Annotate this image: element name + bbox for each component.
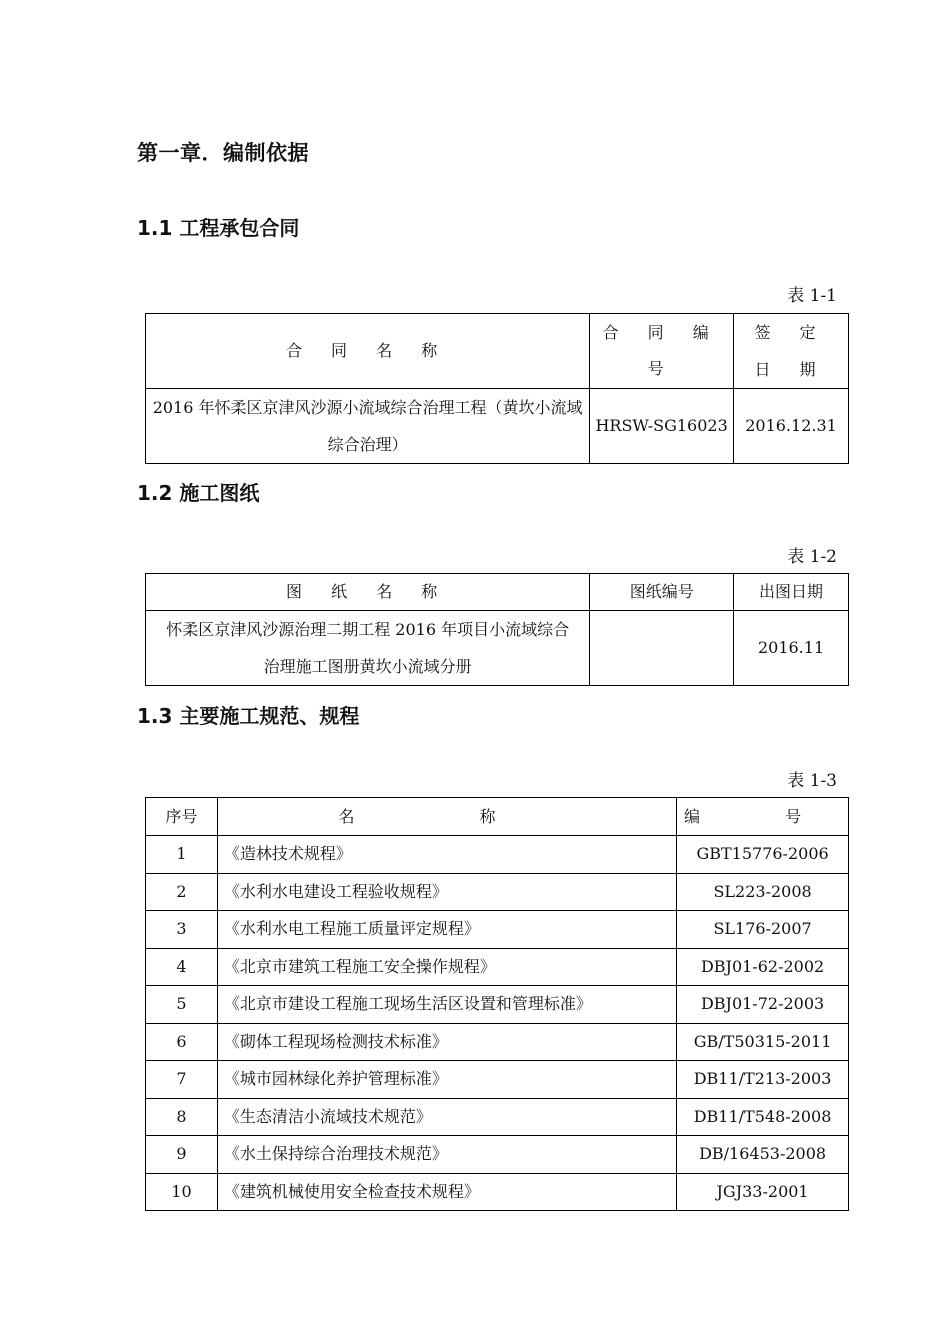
table-label-1-3: 表 1-3 bbox=[787, 771, 837, 791]
cell-spec-name: 《水利水电建设工程验收规程》 bbox=[217, 873, 676, 911]
header-contract-name: 合 同 名 称 bbox=[146, 314, 590, 389]
header-drawing-date: 出图日期 bbox=[734, 574, 849, 611]
table-header-row bbox=[146, 314, 849, 389]
table-row bbox=[146, 986, 849, 1024]
section-heading-1-1: 1.1 工程承包合同 bbox=[137, 216, 300, 240]
table-header-row bbox=[146, 798, 849, 836]
cell-index: 9 bbox=[146, 1136, 218, 1174]
header-index: 序号 bbox=[146, 798, 218, 836]
cell-index: 4 bbox=[146, 948, 218, 986]
cell-spec-code: DBJ01-72-2003 bbox=[677, 986, 849, 1024]
cell-spec-code: DB11/T548-2008 bbox=[677, 1098, 849, 1136]
cell-spec-name: 《建筑机械使用安全检查技术规程》 bbox=[217, 1173, 676, 1211]
table-row bbox=[146, 1023, 849, 1061]
cell-contract-name: 2016 年怀柔区京津风沙源小流域综合治理工程（黄坎小流域综合治理） bbox=[146, 389, 590, 464]
cell-sign-date: 2016.12.31 bbox=[734, 389, 849, 464]
cell-spec-name: 《造林技术规程》 bbox=[217, 836, 676, 874]
cell-index: 1 bbox=[146, 836, 218, 874]
cell-spec-code: DB11/T213-2003 bbox=[677, 1061, 849, 1099]
cell-index: 3 bbox=[146, 911, 218, 949]
cell-drawing-name: 怀柔区京津风沙源治理二期工程 2016 年项目小流域综合治理施工图册黄坎小流域分册 bbox=[146, 611, 590, 686]
header-drawing-number: 图纸编号 bbox=[590, 574, 734, 611]
cell-spec-name: 《砌体工程现场检测技术标准》 bbox=[217, 1023, 676, 1061]
cell-spec-name: 《水利水电工程施工质量评定规程》 bbox=[217, 911, 676, 949]
cell-spec-code: JGJ33-2001 bbox=[677, 1173, 849, 1211]
table-row bbox=[146, 1136, 849, 1174]
cell-index: 2 bbox=[146, 873, 218, 911]
table-row bbox=[146, 948, 849, 986]
cell-spec-code: DB/16453-2008 bbox=[677, 1136, 849, 1174]
cell-spec-name: 《水土保持综合治理技术规范》 bbox=[217, 1136, 676, 1174]
table-row bbox=[146, 389, 849, 464]
cell-drawing-date: 2016.11 bbox=[734, 611, 849, 686]
cell-contract-number: HRSW-SG16023 bbox=[590, 389, 734, 464]
cell-drawing-number bbox=[590, 611, 734, 686]
contract-table bbox=[145, 313, 849, 464]
table-header-row bbox=[146, 574, 849, 611]
table-label-1-2: 表 1-2 bbox=[787, 547, 837, 567]
cell-index: 10 bbox=[146, 1173, 218, 1211]
table-row bbox=[146, 873, 849, 911]
table-row bbox=[146, 1173, 849, 1211]
cell-spec-name: 《北京市建设工程施工现场生活区设置和管理标准》 bbox=[217, 986, 676, 1024]
cell-index: 6 bbox=[146, 1023, 218, 1061]
cell-spec-name: 《城市园林绿化养护管理标准》 bbox=[217, 1061, 676, 1099]
cell-spec-name: 《生态清洁小流域技术规范》 bbox=[217, 1098, 676, 1136]
cell-spec-code: GBT15776-2006 bbox=[677, 836, 849, 874]
cell-index: 5 bbox=[146, 986, 218, 1024]
table-row bbox=[146, 836, 849, 874]
spec-table bbox=[145, 797, 849, 1211]
section-heading-1-2: 1.2 施工图纸 bbox=[137, 481, 260, 505]
section-heading-1-3: 1.3 主要施工规范、规程 bbox=[137, 704, 360, 728]
header-sign-date: 签 定 日 期 bbox=[734, 314, 849, 389]
table-row bbox=[146, 1098, 849, 1136]
cell-spec-name: 《北京市建筑工程施工安全操作规程》 bbox=[217, 948, 676, 986]
chapter-title: 第一章．编制依据 bbox=[137, 140, 309, 165]
table-row bbox=[146, 1061, 849, 1099]
cell-spec-code: GB/T50315-2011 bbox=[677, 1023, 849, 1061]
table-label-1-1: 表 1-1 bbox=[787, 286, 837, 306]
header-contract-number: 合 同 编 号 bbox=[590, 314, 734, 389]
table-row bbox=[146, 911, 849, 949]
header-spec-name: 名 称 bbox=[217, 798, 676, 836]
table-row bbox=[146, 611, 849, 686]
cell-index: 8 bbox=[146, 1098, 218, 1136]
cell-spec-code: DBJ01-62-2002 bbox=[677, 948, 849, 986]
header-spec-code: 编 号 bbox=[677, 798, 849, 836]
drawing-table bbox=[145, 573, 849, 686]
cell-index: 7 bbox=[146, 1061, 218, 1099]
cell-spec-code: SL176-2007 bbox=[677, 911, 849, 949]
cell-spec-code: SL223-2008 bbox=[677, 873, 849, 911]
header-drawing-name: 图 纸 名 称 bbox=[146, 574, 590, 611]
